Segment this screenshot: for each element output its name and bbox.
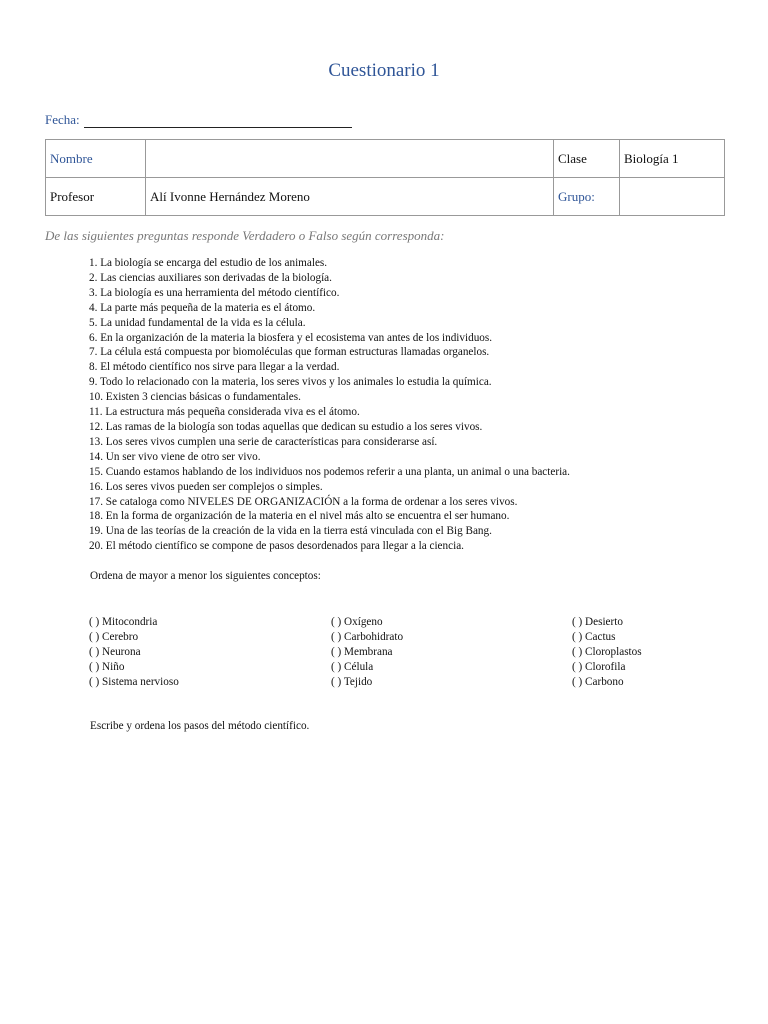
list-item: 16. Los seres vivos pueden ser complejos o simples. <box>89 480 323 493</box>
grupo-label: Grupo: <box>554 178 620 216</box>
page-title: Cuestionario 1 <box>328 60 440 81</box>
list-item: 11. La estructura más pequeña considerada viva es el átomo. <box>89 406 360 419</box>
list-item: 6. En la organización de la materia la biosfera y el ecosistema van antes de los individuos. <box>89 331 493 344</box>
list-item: 19. Una de las teorías de la creación de la vida en la tierra está vinculada con el Big Bang. <box>89 525 492 538</box>
list-item: 2. Las ciencias auxiliares son derivadas de la biología. <box>89 271 332 284</box>
list-item: ( ) Tejido <box>331 675 373 688</box>
order-instruction: Ordena de mayor a menor los siguientes conceptos: <box>90 570 321 582</box>
clase-value: Biología 1 <box>620 140 725 178</box>
fecha-field[interactable] <box>84 113 352 128</box>
nombre-label: Nombre <box>46 140 146 178</box>
list-item: 10. Existen 3 ciencias básicas o fundamentales. <box>89 391 301 404</box>
profesor-value: Alí Ivonne Hernández Moreno <box>146 178 554 216</box>
list-item: ( ) Cloroplastos <box>572 645 642 658</box>
fecha-label: Fecha: <box>45 112 80 127</box>
list-item: 9. Todo lo relacionado con la materia, los seres vivos y los animales lo estudia la química. <box>89 376 492 389</box>
list-item: 1. La biología se encarga del estudio de los animales. <box>89 257 328 269</box>
list-item: 4. La parte más pequeña de la materia es el átomo. <box>89 301 316 314</box>
list-item: 3. La biología es una herramienta del método científico. <box>89 286 340 299</box>
list-item: 20. El método científico se compone de pasos desordenados para llegar a la ciencia. <box>89 540 464 553</box>
profesor-label: Profesor <box>46 178 146 216</box>
fecha-row <box>45 112 352 128</box>
grupo-field[interactable] <box>620 178 725 216</box>
question-list <box>89 256 570 554</box>
list-item: ( ) Carbono <box>572 675 624 688</box>
list-item: ( ) Cerebro <box>89 630 139 643</box>
clase-label: Clase <box>554 140 620 178</box>
order-column-1 <box>89 615 179 690</box>
list-item: ( ) Neurona <box>89 645 141 658</box>
order-column-3 <box>572 615 642 690</box>
list-item: ( ) Carbohidrato <box>331 630 404 643</box>
list-item: ( ) Niño <box>89 660 125 673</box>
list-item: 17. Se cataloga como NIVELES DE ORGANIZACIÓN a la forma de ordenar a los seres vivos. <box>89 495 518 508</box>
list-item: ( ) Desierto <box>572 616 623 628</box>
list-item: ( ) Célula <box>331 660 374 673</box>
list-item: ( ) Oxígeno <box>331 616 383 628</box>
list-item: 14. Un ser vivo viene de otro ser vivo. <box>89 450 261 463</box>
list-item: ( ) Cactus <box>572 630 616 643</box>
list-item: 7. La célula está compuesta por biomoléculas que forman estructuras llamadas organelos. <box>89 346 490 359</box>
order-column-2 <box>331 615 403 690</box>
method-instruction: Escribe y ordena los pasos del método científico. <box>90 720 310 732</box>
true-false-instructions: De las siguientes preguntas responde Verdadero o Falso según corresponda: <box>45 228 445 243</box>
list-item: ( ) Mitocondria <box>89 616 158 628</box>
list-item: 18. En la forma de organización de la materia en el nivel más alto se encuentra el ser humano. <box>89 510 510 523</box>
list-item: 8. El método científico nos sirve para llegar a la verdad. <box>89 361 340 374</box>
list-item: 15. Cuando estamos hablando de los individuos nos podemos referir a una planta, un animal o una bacteria. <box>89 465 570 478</box>
list-item: ( ) Membrana <box>331 645 393 658</box>
list-item: 5. La unidad fundamental de la vida es la célula. <box>89 316 306 329</box>
list-item: 13. Los seres vivos cumplen una serie de características para considerarse así. <box>89 435 438 448</box>
info-table <box>45 139 725 216</box>
list-item: ( ) Sistema nervioso <box>89 675 179 688</box>
list-item: 12. Las ramas de la biología son todas aquellas que dedican su estudio a los seres vivos. <box>89 420 483 433</box>
list-item: ( ) Clorofila <box>572 660 626 673</box>
nombre-field[interactable] <box>146 140 554 178</box>
